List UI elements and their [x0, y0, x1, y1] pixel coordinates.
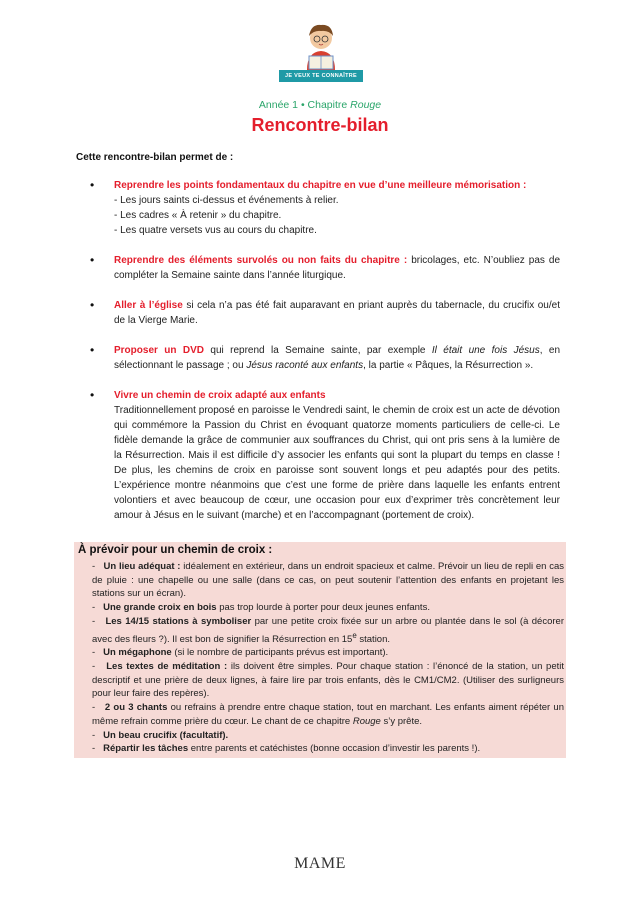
- bullet-text: qui reprend la Semaine sainte, par exemple: [204, 345, 432, 356]
- bullet-sub-line: - Les jours saints ci-dessus et événements à relier.: [114, 195, 339, 206]
- item-italic: Rouge: [352, 715, 381, 727]
- checklist-item: - Répartir les tâches entre parents et catéchistes (bonne occasion d’investir les parents !).: [92, 743, 481, 755]
- item-bold: Un lieu adéquat :: [103, 561, 181, 572]
- checklist-title: À prévoir pour un chemin de croix :: [78, 544, 273, 556]
- bullet-text: bricolages, etc. N’oubliez pas de compléter la Semaine sainte dans l’année liturgique.: [114, 255, 561, 281]
- chapter-subtitle: Année 1 • Chapitre Rouge: [258, 99, 382, 111]
- bullet-icon: •: [90, 388, 95, 402]
- bullet-text: , la partie « Pâques, la Résurrection ».: [363, 360, 534, 371]
- bullet-item: [76, 253, 560, 283]
- item-text: entre parents et catéchistes (bonne occasion d’investir les parents !).: [188, 743, 481, 755]
- bullet-text: Traditionnellement proposé en paroisse le Vendredi saint, le chemin de croix est un acte de dévotion qui commémore la Passion du Christ en évoquant quatorze moments particuliers de celle-ci. Le fidèle demande la grâce de communier aux souffrances du Christ, qui ont pris sens à la lumière de la Résurrection. Mais il est difficile d’y associer les enfants qui sont la plupart du temps en classe ! De plus, les chemins de croix en paroisse sont souvent longs et peu adaptés pour des petits. L’expérience montre néanmoins que c’est une forme de prière dans laquelle les enfants entrent volontiers et avec beaucoup de cœur, une occasion pour eux d’exprimer très concrètement leur amour à Jésus en le suivant (marche) et en l’accompagnant (portement de croix).: [114, 405, 560, 521]
- item-bold: 2 ou 3 chants: [104, 702, 168, 714]
- bullet-lead: Reprendre des éléments survolés ou non faits du chapitre :: [114, 255, 408, 266]
- bullet-icon: •: [90, 178, 95, 192]
- logo: [279, 22, 363, 84]
- bullet-item: [76, 343, 560, 373]
- checklist-item: - 2 ou 3 chants ou refrains à prendre entre chaque station, tout en marchant. Les enfants aiment répéter un même refrain comme prière du cœur. Le chant de ce chapitre Rouge s’y prête.: [92, 702, 564, 727]
- item-text: par une petite croix fixée sur un arbre ou plantée dans le sol (à décorer avec des fleurs ?). Il est bon de signifier la Résurrection en 15: [92, 615, 564, 645]
- item-bold: Une grande croix en bois: [103, 602, 217, 614]
- bullet-icon: •: [90, 343, 95, 357]
- bullet-list: [76, 178, 560, 538]
- item-text: idéalement en extérieur, dans un endroit spacieux et calme. Prévoir un lieu de repli en cas de pluie : une chapelle ou une salle (dans ce cas, on peut soutenir l’attention des enfants en projetant les stations sur un écran).: [92, 561, 564, 600]
- page-title: Rencontre-bilan: [251, 115, 389, 135]
- bullet-lead: Vivre un chemin de croix adapté aux enfants: [114, 390, 326, 401]
- checklist-item: - Un mégaphone (si le nombre de participants prévus est important).: [92, 647, 389, 659]
- bullet-text: , en sélectionnant le passage ; ou: [114, 345, 561, 371]
- checklist-item: - Les textes de méditation : ils doivent être simples. Pour chaque station : l’énoncé de la station, un petit descriptif et une prière de deux lignes, à faire lire par trois enfants, dès le CM1/CM2. (Utiliser des surligneurs pour leur faire des repères).: [92, 661, 565, 700]
- checklist-box: [74, 542, 566, 758]
- item-text: (si le nombre de participants prévus est important).: [171, 647, 389, 659]
- intro-text: Cette rencontre-bilan permet de :: [76, 152, 234, 163]
- bullet-item: [76, 388, 560, 523]
- item-bold: Répartir les tâches: [103, 743, 189, 755]
- checklist-items: [78, 560, 564, 756]
- item-text: ou refrains à prendre entre chaque station, tout en marchant. Les enfants aiment répéter un même refrain comme prière du cœur. Le chant de ce chapitre: [92, 702, 564, 727]
- dvd-title: Jésus raconté aux enfants: [246, 360, 364, 371]
- checklist-item: - Une grande croix en bois pas trop lourde à porter pour deux jeunes enfants.: [92, 602, 430, 614]
- bullet-lead: Proposer un DVD: [114, 345, 205, 356]
- item-bold: Un mégaphone: [103, 647, 172, 659]
- checklist-item: - Un beau crucifix (facultatif).: [92, 729, 229, 741]
- item-sup: e: [352, 630, 357, 640]
- logo-banner: JE VEUX TE CONNAÎTRE: [279, 70, 363, 82]
- bullet-item: [76, 178, 560, 238]
- item-text: ils doivent être simples. Pour chaque station : l’énoncé de la station, un petit descriptif et une prière de deux lignes, à faire lire par trois enfants, dès le CM1/CM2. (Utiliser des surligneurs pour leur faire des repères).: [92, 661, 565, 700]
- bullet-lead: Reprendre les points fondamentaux du chapitre en vue d’une meilleure mémorisation :: [114, 180, 527, 191]
- bullet-icon: •: [90, 298, 95, 312]
- publisher-logo: MAME: [294, 855, 346, 872]
- bullet-sub-line: - Les cadres « À retenir » du chapitre.: [114, 210, 282, 221]
- item-bold: Les 14/15 stations à symboliser: [105, 615, 252, 627]
- checklist-item: - Un lieu adéquat : idéalement en extérieur, dans un endroit spacieux et calme. Prévoir un lieu de repli en cas de pluie : une chapelle ou une salle (dans ce cas, on peut soutenir l’attention des enfants en projetant les stations sur un écran).: [92, 561, 564, 600]
- dvd-title: Il était une fois Jésus: [431, 345, 540, 356]
- bullet-sub-line: - Les quatre versets vus au cours du chapitre.: [114, 225, 317, 236]
- bullet-item: [76, 298, 560, 328]
- item-bold: Les textes de méditation :: [106, 661, 228, 673]
- item-text: s’y prête.: [380, 715, 423, 727]
- bullet-text: si cela n’a pas été fait auparavant en priant auprès du tabernacle, du crucifix ou/et de la Vierge Marie.: [114, 300, 560, 326]
- checklist-item: - Les 14/15 stations à symboliser par une petite croix fixée sur un arbre ou plantée dans le sol (à décorer avec des fleurs ?). Il est bon de signifier la Résurrection en 15e station.: [92, 615, 564, 645]
- item-text: station.: [356, 633, 391, 645]
- bullet-icon: •: [90, 253, 95, 267]
- bullet-lead: Aller à l’église: [114, 300, 183, 311]
- item-bold: Un beau crucifix (facultatif).: [103, 729, 229, 741]
- item-text: pas trop lourde à porter pour deux jeunes enfants.: [216, 602, 430, 614]
- boy-reading-icon: [279, 22, 363, 72]
